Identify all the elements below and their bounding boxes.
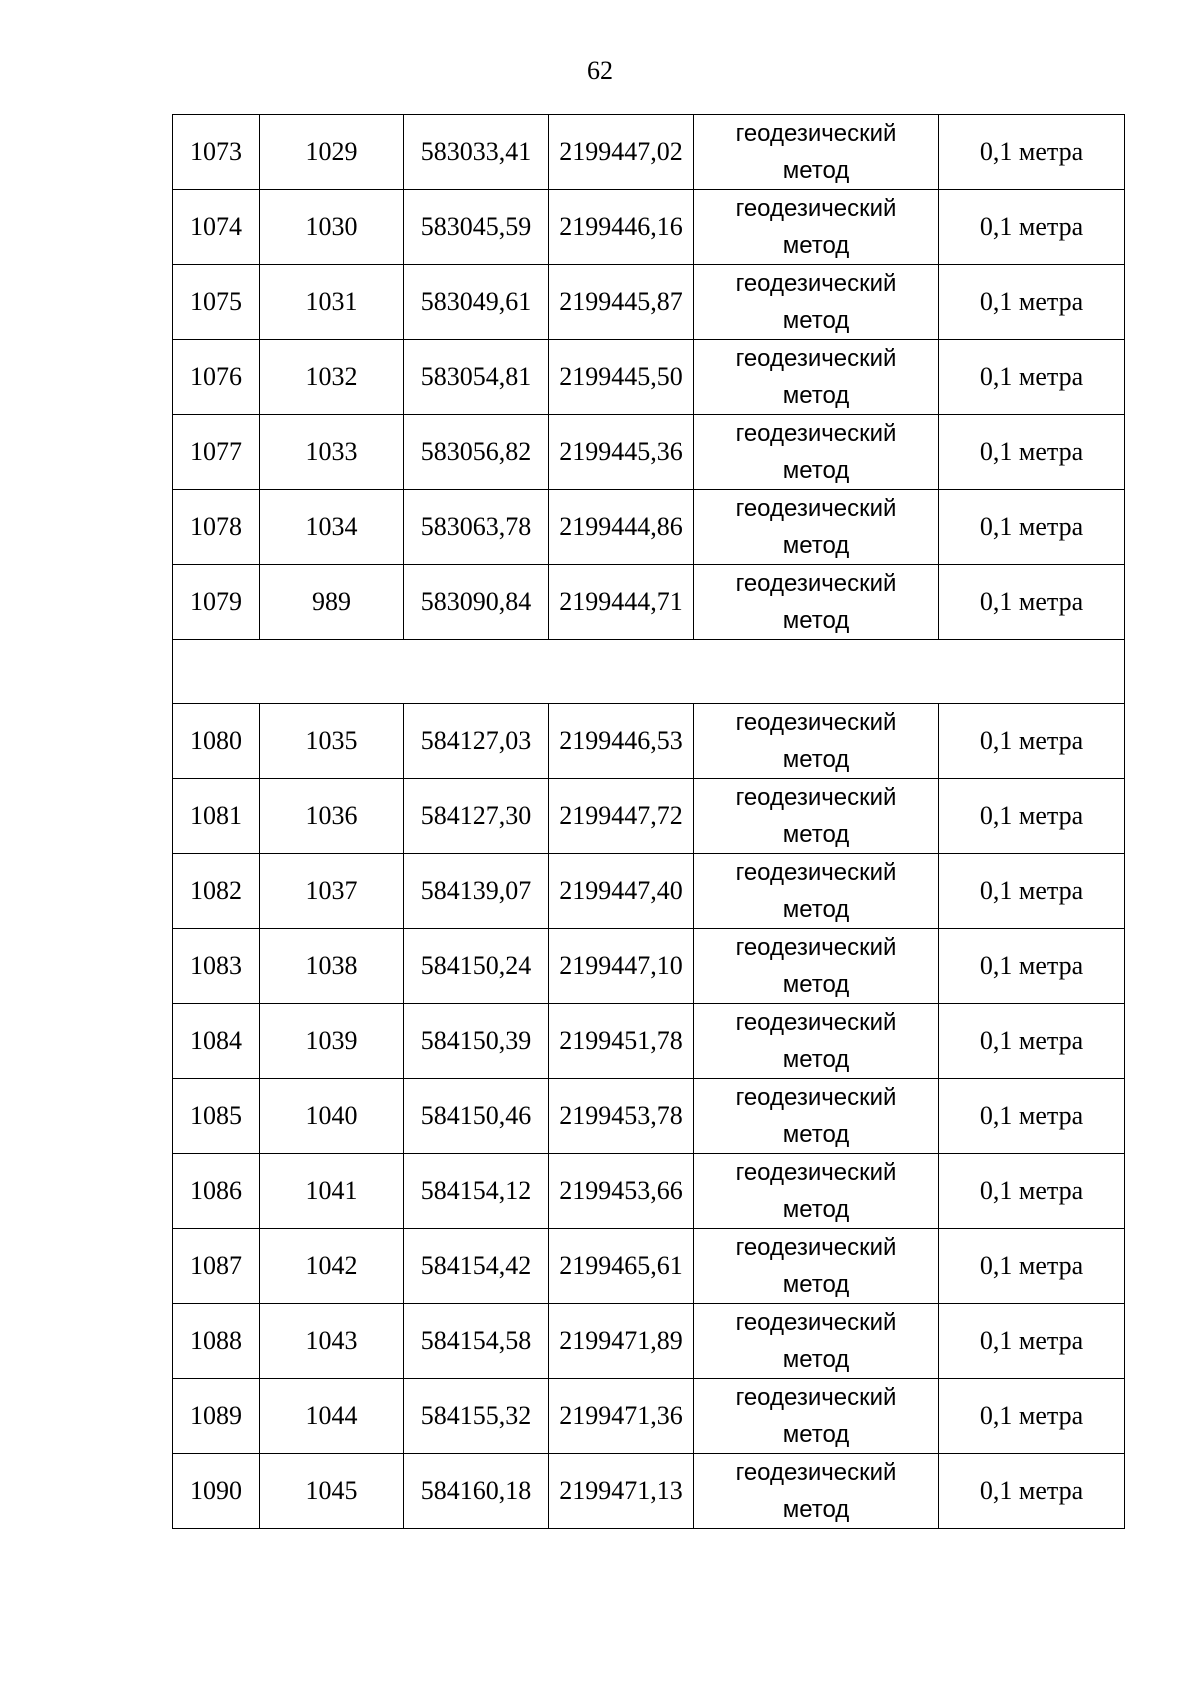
coordinate-x-cell: 584150,24 (404, 929, 549, 1004)
method-cell (694, 190, 939, 265)
method-line-1: геодезический (735, 1459, 897, 1486)
accuracy-cell: 0,1 метра (939, 1004, 1125, 1079)
method-line-2: метод (782, 1121, 850, 1148)
point-number-cell: 1082 (173, 854, 260, 929)
coordinate-x-cell: 584150,39 (404, 1004, 549, 1079)
parcel-point-cell: 1043 (260, 1304, 404, 1379)
coordinate-x-cell: 584127,03 (404, 704, 549, 779)
method-line-2: метод (782, 307, 850, 334)
point-number-cell: 1078 (173, 490, 260, 565)
parcel-point-cell: 1041 (260, 1154, 404, 1229)
method-line-1: геодезический (735, 195, 897, 222)
table-row (173, 929, 1125, 1004)
point-number-cell: 1088 (173, 1304, 260, 1379)
method-line-2: метод (782, 157, 850, 184)
method-line-1: геодезический (735, 120, 897, 147)
point-number-cell: 1090 (173, 1454, 260, 1529)
coordinate-y-cell: 2199446,53 (549, 704, 694, 779)
method-line-1: геодезический (735, 1234, 897, 1261)
method-line-2: метод (782, 746, 850, 773)
point-number-cell: 1086 (173, 1154, 260, 1229)
accuracy-cell: 0,1 метра (939, 490, 1125, 565)
method-line-2: метод (782, 1271, 850, 1298)
method-line-2: метод (782, 1346, 850, 1373)
method-cell (694, 415, 939, 490)
table-row (173, 1079, 1125, 1154)
blank-separator-cell (173, 640, 1125, 704)
method-cell (694, 1379, 939, 1454)
point-number-cell: 1077 (173, 415, 260, 490)
accuracy-cell: 0,1 метра (939, 779, 1125, 854)
method-line-1: геодезический (735, 420, 897, 447)
method-cell (694, 1079, 939, 1154)
method-line-1: геодезический (735, 1084, 897, 1111)
coordinate-x-cell: 584154,58 (404, 1304, 549, 1379)
accuracy-cell: 0,1 метра (939, 854, 1125, 929)
parcel-point-cell: 1038 (260, 929, 404, 1004)
method-line-2: метод (782, 821, 850, 848)
coordinate-x-cell: 583045,59 (404, 190, 549, 265)
method-cell (694, 1004, 939, 1079)
table-row (173, 1454, 1125, 1529)
point-number-cell: 1074 (173, 190, 260, 265)
coordinate-y-cell: 2199447,02 (549, 115, 694, 190)
method-line-1: геодезический (735, 1309, 897, 1336)
coordinate-y-cell: 2199447,40 (549, 854, 694, 929)
method-line-2: метод (782, 232, 850, 259)
coordinate-y-cell: 2199444,71 (549, 565, 694, 640)
parcel-point-cell: 1035 (260, 704, 404, 779)
coordinates-table-body (173, 115, 1125, 1529)
table-row (173, 415, 1125, 490)
method-cell (694, 854, 939, 929)
table-row (173, 704, 1125, 779)
parcel-point-cell: 1042 (260, 1229, 404, 1304)
accuracy-cell: 0,1 метра (939, 340, 1125, 415)
method-line-2: метод (782, 532, 850, 559)
table-row (173, 115, 1125, 190)
method-cell (694, 1454, 939, 1529)
method-line-1: геодезический (735, 570, 897, 597)
coordinate-x-cell: 583063,78 (404, 490, 549, 565)
method-cell (694, 704, 939, 779)
table-row (173, 779, 1125, 854)
accuracy-cell: 0,1 метра (939, 1229, 1125, 1304)
parcel-point-cell: 1034 (260, 490, 404, 565)
parcel-point-cell: 989 (260, 565, 404, 640)
method-line-2: метод (782, 896, 850, 923)
coordinate-y-cell: 2199451,78 (549, 1004, 694, 1079)
table-row (173, 190, 1125, 265)
table-row (173, 1154, 1125, 1229)
coordinate-x-cell: 584150,46 (404, 1079, 549, 1154)
page-number: 62 (587, 56, 613, 85)
table-row (173, 1004, 1125, 1079)
parcel-point-cell: 1033 (260, 415, 404, 490)
coordinate-x-cell: 583054,81 (404, 340, 549, 415)
method-cell (694, 265, 939, 340)
point-number-cell: 1075 (173, 265, 260, 340)
parcel-point-cell: 1031 (260, 265, 404, 340)
parcel-point-cell: 1044 (260, 1379, 404, 1454)
table-row (173, 1304, 1125, 1379)
accuracy-cell: 0,1 метра (939, 190, 1125, 265)
point-number-cell: 1083 (173, 929, 260, 1004)
method-line-1: геодезический (735, 1384, 897, 1411)
coordinate-y-cell: 2199447,10 (549, 929, 694, 1004)
accuracy-cell: 0,1 метра (939, 265, 1125, 340)
accuracy-cell: 0,1 метра (939, 1454, 1125, 1529)
accuracy-cell: 0,1 метра (939, 704, 1125, 779)
coordinate-y-cell: 2199447,72 (549, 779, 694, 854)
method-line-1: геодезический (735, 934, 897, 961)
method-line-1: геодезический (735, 495, 897, 522)
coordinate-x-cell: 584155,32 (404, 1379, 549, 1454)
method-line-2: метод (782, 971, 850, 998)
method-cell (694, 490, 939, 565)
parcel-point-cell: 1045 (260, 1454, 404, 1529)
coordinate-x-cell: 584160,18 (404, 1454, 549, 1529)
parcel-point-cell: 1037 (260, 854, 404, 929)
coordinate-y-cell: 2199444,86 (549, 490, 694, 565)
method-cell (694, 929, 939, 1004)
coordinate-x-cell: 584154,42 (404, 1229, 549, 1304)
accuracy-cell: 0,1 метра (939, 1379, 1125, 1454)
table-row (173, 340, 1125, 415)
method-line-2: метод (782, 382, 850, 409)
point-number-cell: 1084 (173, 1004, 260, 1079)
point-number-cell: 1089 (173, 1379, 260, 1454)
parcel-point-cell: 1030 (260, 190, 404, 265)
method-cell (694, 1304, 939, 1379)
coordinate-x-cell: 583049,61 (404, 265, 549, 340)
accuracy-cell: 0,1 метра (939, 1079, 1125, 1154)
method-line-2: метод (782, 1046, 850, 1073)
coordinate-x-cell: 584139,07 (404, 854, 549, 929)
coordinate-x-cell: 584154,12 (404, 1154, 549, 1229)
method-cell (694, 779, 939, 854)
point-number-cell: 1073 (173, 115, 260, 190)
method-line-1: геодезический (735, 859, 897, 886)
parcel-point-cell: 1036 (260, 779, 404, 854)
method-cell (694, 1229, 939, 1304)
accuracy-cell: 0,1 метра (939, 415, 1125, 490)
point-number-cell: 1079 (173, 565, 260, 640)
accuracy-cell: 0,1 метра (939, 115, 1125, 190)
coordinate-y-cell: 2199453,66 (549, 1154, 694, 1229)
method-cell (694, 565, 939, 640)
parcel-point-cell: 1040 (260, 1079, 404, 1154)
coordinate-y-cell: 2199446,16 (549, 190, 694, 265)
method-line-1: геодезический (735, 345, 897, 372)
method-line-1: геодезический (735, 1159, 897, 1186)
method-cell (694, 1154, 939, 1229)
coordinate-x-cell: 583090,84 (404, 565, 549, 640)
method-line-2: метод (782, 607, 850, 634)
parcel-point-cell: 1029 (260, 115, 404, 190)
method-cell (694, 340, 939, 415)
coordinate-y-cell: 2199453,78 (549, 1079, 694, 1154)
coordinate-x-cell: 583056,82 (404, 415, 549, 490)
parcel-point-cell: 1039 (260, 1004, 404, 1079)
method-cell (694, 115, 939, 190)
method-line-1: геодезический (735, 270, 897, 297)
accuracy-cell: 0,1 метра (939, 1154, 1125, 1229)
coordinate-y-cell: 2199445,50 (549, 340, 694, 415)
blank-separator-row (173, 640, 1125, 704)
coordinate-y-cell: 2199445,36 (549, 415, 694, 490)
method-line-1: геодезический (735, 1009, 897, 1036)
point-number-cell: 1080 (173, 704, 260, 779)
coordinate-y-cell: 2199471,89 (549, 1304, 694, 1379)
parcel-point-cell: 1032 (260, 340, 404, 415)
method-line-2: метод (782, 1496, 850, 1523)
coordinates-table (172, 114, 1125, 1529)
table-row (173, 1379, 1125, 1454)
method-line-1: геодезический (735, 784, 897, 811)
method-line-2: метод (782, 1421, 850, 1448)
method-line-2: метод (782, 457, 850, 484)
method-line-2: метод (782, 1196, 850, 1223)
point-number-cell: 1087 (173, 1229, 260, 1304)
coordinate-x-cell: 583033,41 (404, 115, 549, 190)
table-row (173, 854, 1125, 929)
table-row (173, 565, 1125, 640)
coordinate-y-cell: 2199471,13 (549, 1454, 694, 1529)
point-number-cell: 1085 (173, 1079, 260, 1154)
accuracy-cell: 0,1 метра (939, 929, 1125, 1004)
coordinate-x-cell: 584127,30 (404, 779, 549, 854)
coordinate-y-cell: 2199471,36 (549, 1379, 694, 1454)
table-row (173, 1229, 1125, 1304)
table-row (173, 265, 1125, 340)
point-number-cell: 1081 (173, 779, 260, 854)
accuracy-cell: 0,1 метра (939, 565, 1125, 640)
coordinate-y-cell: 2199465,61 (549, 1229, 694, 1304)
coordinate-y-cell: 2199445,87 (549, 265, 694, 340)
method-line-1: геодезический (735, 709, 897, 736)
accuracy-cell: 0,1 метра (939, 1304, 1125, 1379)
point-number-cell: 1076 (173, 340, 260, 415)
table-row (173, 490, 1125, 565)
